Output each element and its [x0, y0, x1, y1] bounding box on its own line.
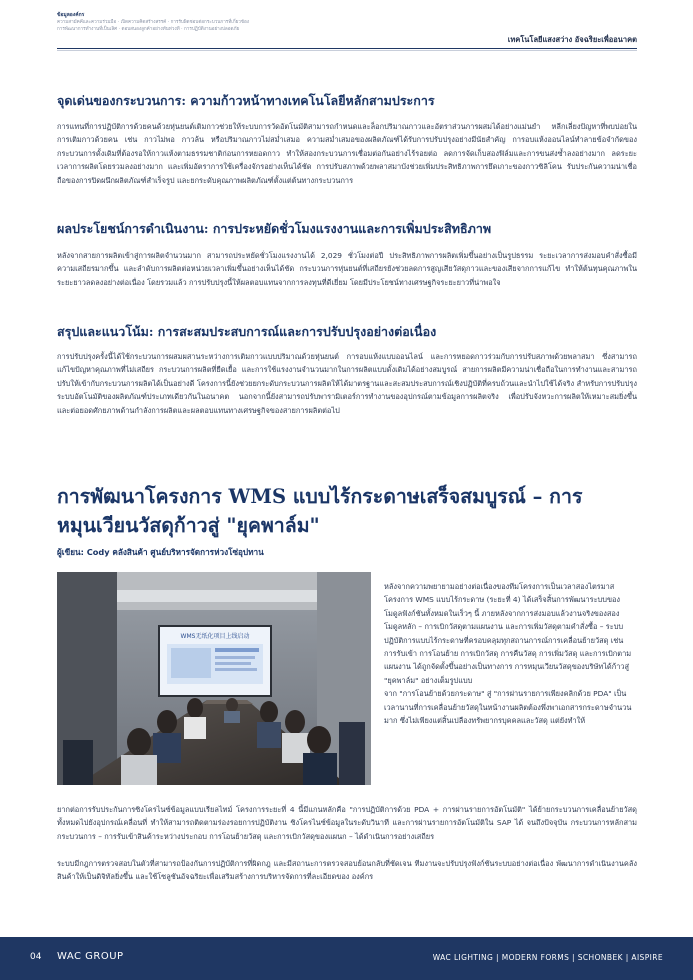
section-body-summary: การปรับปรุงครั้งนี้ได้ใช้กระบวนการผสมผสานระหว่างการเติมกาวแบบปริมาณด้วยหุ่นยนต์ การอบแห้งแบบออนไลน์ และการหยอดกาวร่วมกับการปรับสภาพด้วยพลาสมา ซึ่งสามารถแก้ไขปัญหาคุณภาพที่ไม่เสถียร กระบวนการผลิตที่ยืดเยื้อ และการใช้แรงงานจำนวนมากในการผลิตแบบดั้งเดิมได้อย่างสมบูรณ์ สายการผลิตมีความน่าเชื่อถือในการทำงานและสามารถปรับให้เข้ากับกระบวนการผลิตได้เป็นอย่างดี โครงการนี้ยังช่วยยกระดับกระบวนการผลิตให้ได้มาตรฐานและสะสมประสบการณ์เชิงปฏิบัติที่ครบถ้วนและนำไปใช้ได้จริง สำหรับการปรับปรุงระบบอัตโนมัติของผลิตภัณฑ์ประเภทเดียวกันในอนาคต นอกจากนี้ยังสามารถปรับพารามิเตอร์การทำงานของอุปกรณ์ตามข้อมูลการผลิตจริง เพื่อปรับจังหวะการผลิตให้เหมาะสมยิ่งขึ้น และต่อยอดศักยภาพด้านกำลังการผลิตและผลตอบแทนทางเศรษฐกิจของสายการผลิตต่อไป [57, 352, 637, 415]
feature-title: การพัฒนาโครงการ WMS แบบไร้กระดาษเสร็จสมบูรณ์ – การหมุนเวียนวัสดุก้าวสู่ "ยุคพาล์ม" [57, 485, 583, 537]
brand-list: WAC LIGHTING | MODERN FORMS | SCHONBEK | AISPIRE [432, 953, 663, 962]
page-number: 04 [30, 952, 42, 962]
section-heading-summary: สรุปและแนวโน้ม: การสะสมประสบการณ์และการปรับปรุงอย่างต่อเนื่อง [57, 324, 437, 339]
header-label: ข้อมูลองค์กร [57, 12, 85, 18]
section-body-highlights: การแทนที่การปฏิบัติการด้วยคนด้วยหุ่นยนต์เติมกาวช่วยให้ระบบการวัดอัตโนมัติสามารถกำหนดและล็อกปริมาณกาวและอัตราส่วนการผสมได้อย่างแม่นยำ หลีกเลี่ยงปัญหาที่พบบ่อยในการเติมกาวด้วยคน เช่น กาวไม่พอ กาวล้น หรือปริมาณกาวไม่สม่ำเสมอ ความสม่ำเสมอของผลิตภัณฑ์ได้รับการปรับปรุงอย่างมีนัยสำคัญ การอบแห้งออนไลน์ทำลายข้อจำกัดของกระบวนการดั้งเดิมที่ต้องรอให้กาวแห้งตามธรรมชาติก่อนการหยอดกาว ทำให้สองกระบวนการเชื่อมต่อกันอย่างไร้รอยต่อ ลดการจัดเก็บสองฟิล์มและการขนส่งซ้ำลงอย่างมาก ลดระยะเวลาการผลิตโดยรวมลงอย่างมาก และเพิ่มอัตราการใช้เครื่องจักรอย่างเห็นได้ชัด การปรับสภาพด้วยพลาสมาบังช่วยเพิ่มประสิทธิภาพการยึดเกาะของกาวซิลิโคน รับประกันความน่าเชื่อถือของการปิดผนึกผลิตภัณฑ์สำเร็จรูป และยกระดับคุณภาพผลิตภัณฑ์ตั้งแต่ต้นทางกระบวนการ [57, 122, 637, 185]
page-header [0, 0, 693, 60]
feature-second-paragraph: จาก "การโอนย้ายด้วยกระดาษ" สู่ "การผ่านรายการเพียงคลิกด้วย PDA" เป็นเวลานานที่การเคลื่อนย้ายวัสดุในหน้างานผลิตต้องพึ่งพาเอกสารกระดาษจำนวนมาก ซึ่งไม่เพียงแต่สิ้นเปลืองทรัพยากรบุคคลและวัสดุ แต่ยังทำให้ [384, 689, 632, 726]
header-values-line: การพัฒนาการทำงานที่เป็นเลิศ · ตอบสนองลูกค้าอย่างทันท่วงที · การปฏิบัติงานอย่างปลอดภัย [57, 27, 240, 32]
header-values-line: ความสามัคคีและความร่วมมือ · เปิดความคิดสร้างสรรค์ · การรับผิดชอบต่อกระบวนการที่เกี่ยวข้อง [57, 20, 250, 25]
header-divider-light [57, 50, 637, 51]
header-divider [57, 48, 637, 49]
feature-author [57, 546, 264, 559]
feature-bottom-paragraph: ยากต่อการรับประกันการซิงโครไนซ์ข้อมูลแบบเรียลไทม์ โครงการระยะที่ 4 นี้มีแกนหลักคือ "การปฏิบัติการด้วย PDA + การผ่านรายการอัตโนมัติ" ได้ย้ายกระบวนการเคลื่อนย้ายวัสดุทั้งหมดไปยังอุปกรณ์เคลื่อนที่ ทำให้สามารถติดตามร่องรอยการปฏิบัติงาน ซิงโครไนซ์ข้อมูลในระดับวินาที และการผ่านรายการอัตโนมัติใน SAP ได้ จนถึงปัจจุบัน กระบวนการหลักสามกระบวนการ – การรับเข้าสินค้าระหว่างประกอบ การโอนย้ายวัสดุ และการเบิกวัสดุของแผนก – ได้ดำเนินการอย่างเสถียร [57, 805, 637, 841]
screen-title: WMS无纸化项目上线启动 [180, 633, 250, 640]
section-heading-benefits: ผลประโยชน์การดำเนินงาน: การประหยัดชั่วโมงแรงงานและการเพิ่มประสิทธิภาพ [57, 221, 492, 236]
group-logo-text: WAC GROUP [57, 951, 124, 962]
meeting-photo-illustration [57, 572, 371, 785]
author-name: Cody คลังสินค้า ศูนย์บริหารจัดการห่วงโซ่อุปทาน [86, 547, 264, 557]
header-values-block [57, 12, 287, 33]
feature-column-text [384, 580, 637, 727]
header-slogan: เทคโนโลยีแสงสว่าง อัจฉริยะเพื่ออนาคต [507, 35, 637, 44]
meeting-photo [57, 572, 371, 785]
page-footer [0, 937, 693, 980]
feature-closing-paragraph: ระบบมีกฎการตรวจสอบในตัวที่สามารถป้องกันการปฏิบัติการที่ผิดกฎ และมีสถานะการตรวจสอบย้อนกลับที่ชัดเจน ทีมงานจะปรับปรุงฟังก์ชันระบบอย่างต่อเนื่อง พัฒนาการดำเนินงานคลังสินค้าให้เป็นดิจิทัลยิ่งขึ้น และใช้โซลูชันอัจฉริยะเพื่อเสริมสร้างการบริหารจัดการที่ละเอียดของ องค์กร [57, 859, 637, 882]
feature-intro-paragraph: หลังจากความพยายามอย่างต่อเนื่องของทีมโครงการเป็นเวลาสองไตรมาส โครงการ WMS แบบไร้กระดาษ (ระยะที่ 4) ได้เสร็จสิ้นการพัฒนาระบบของโมดูลฟังก์ชันทั้งหมดในเร็วๆ นี้ ภายหลังจากการส่งมอบแล้วงานจริงของสองโมดูลหลัก – การเบิกวัสดุตามแผนงาน และการเพิ่มวัสดุตามคำสั่งซื้อ – ระบบปฏิบัติการแบบไร้กระดาษที่ครอบคลุมทุกสถานการณ์การเคลื่อนย้ายวัสดุ เช่น การรับเข้า การโอนย้าย การเบิกวัสดุ การคืนวัสดุ การเพิ่มวัสดุ และการเบิกตามแผนงาน ได้ถูกจัดตั้งขึ้นอย่างเป็นทางการ การหมุนเวียนวัสดุของบริษัทได้ก้าวสู่ "ยุคพาล์ม" อย่างเต็มรูปแบบ [384, 582, 632, 685]
section-heading-highlights: จุดเด่นของกระบวนการ: ความก้าวหน้าทางเทคโนโลยีหลักสามประการ [57, 93, 435, 108]
author-label: ผู้เขียน: [57, 547, 84, 557]
section-body-benefits: หลังจากสายการผลิตเข้าสู่การผลิตจำนวนมาก สามารถประหยัดชั่วโมงแรงงานได้ 2,029 ชั่วโมงต่อปี ประสิทธิภาพการผลิตเพิ่มขึ้นอย่างเป็นรูปธรรม ระยะเวลาการส่งมอบคำสั่งซื้อมีความเสถียรมากขึ้น และลำดับการผลิตต่อหน่วยเวลาเพิ่มขึ้นอย่างเห็นได้ชัด กระบวนการหุ่นยนต์ที่เสถียรยังช่วยลดการสูญเสียวัสดุกาวและของเสียจากการแก้ไข ทำให้ต้นทุนคุณภาพในระยะยาวลดลงอย่างต่อเนื่อง โดยรวมแล้ว การปรับปรุงนี้ให้ผลตอบแทนจากการลงทุนที่ดีเยี่ยม โดยมีประโยชน์ทางเศรษฐกิจระยะยาวที่น่าพอใจ [57, 251, 637, 287]
